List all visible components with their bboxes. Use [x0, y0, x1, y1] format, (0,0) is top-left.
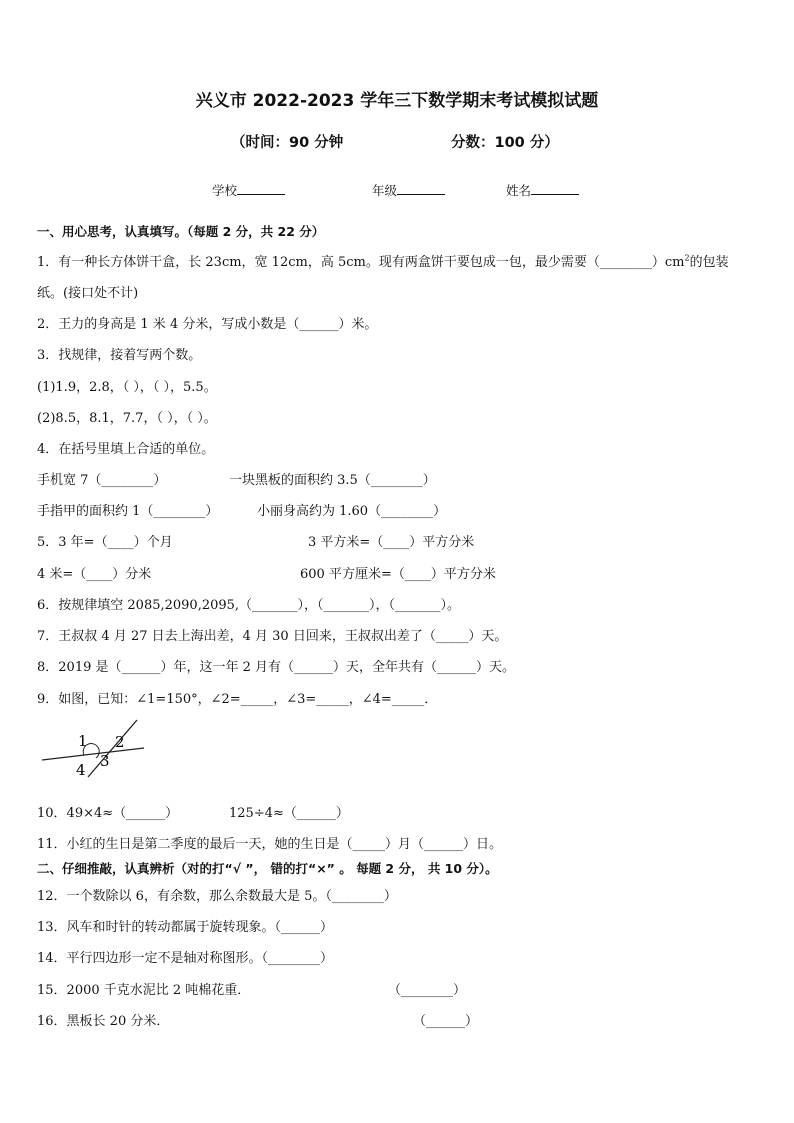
exam-time: （时间：90 分钟 — [231, 135, 344, 151]
grade-label: 年级 — [372, 183, 398, 198]
question-9: 9．如图，已知：∠1=150°，∠2=_____，∠3=_____，∠4=_____． — [37, 692, 438, 707]
question-5a: 5．3 年=（____）个月 — [37, 535, 173, 550]
question-14: 14．平行四边形一定不是轴对称图形。（________） — [37, 951, 334, 966]
name-blank — [531, 182, 579, 195]
angle-label-1: 1 — [78, 732, 88, 750]
exam-score: 分数：100 分） — [451, 135, 559, 151]
question-4d: 小丽身高约为 1.60（________） — [257, 504, 447, 519]
question-3: 3．找规律，接着写两个数。 — [37, 348, 202, 363]
grade-blank — [397, 182, 445, 195]
name-label: 姓名 — [506, 183, 532, 198]
question-5d: 600 平方厘米=（____）平方分米 — [300, 567, 496, 582]
question-12: 12．一个数除以 6，有余数，那么余数最大是 5。（________） — [37, 889, 397, 904]
question-2: 2．王力的身高是 1 米 4 分米，写成小数是（______）米。 — [37, 317, 378, 332]
question-15-blank: （________） — [388, 983, 467, 998]
grade-field — [372, 181, 445, 199]
q1-tail: 的包装 — [689, 255, 729, 270]
question-16: 16．黑板长 20 分米． — [37, 1014, 170, 1029]
question-4c: 手指甲的面积约 1（________） — [37, 504, 219, 519]
question-11: 11．小红的生日是第二季度的最后一天，她的生日是（_____）月（______）日。 — [37, 837, 503, 852]
angle-label-3: 3 — [100, 752, 110, 770]
question-5c: 4 米=（____）分米 — [37, 567, 152, 582]
question-4: 4．在括号里填上合适的单位。 — [37, 442, 215, 457]
question-1-line2: 纸。(接口处不计) — [37, 286, 139, 301]
question-10a: 10．49×4≈（______） — [37, 806, 179, 821]
exam-title: 兴义市 2022-2023 学年三下数学期末考试模拟试题 — [195, 91, 599, 111]
q1-text: 1．有一种长方体饼干盒，长 23cm，宽 12cm，高 5cm。现有两盒饼干要包成一包，最少需要（________）cm — [37, 255, 685, 270]
question-15: 15．2000 千克水泥比 2 吨棉花重． — [37, 983, 251, 998]
question-4b: 一块黑板的面积约 3.5（________） — [229, 473, 436, 488]
question-8: 8．2019 是（______）年，这一年 2 月有（______）天，全年共有（______）天。 — [37, 660, 516, 675]
name-field — [506, 181, 579, 199]
question-3a: (1)1.9，2.8，（ ），（ ），5.5。 — [37, 380, 217, 395]
question-6: 6．按规律填空 2085,2090,2095,（_______），（_______），（_______）。 — [37, 598, 461, 613]
school-blank — [237, 182, 285, 195]
section2-heading: 二、仔细推敲，认真辨析（对的打“√ ”， 错的打“×” 。 每题 2 分， 共 10 分）。 — [37, 861, 498, 876]
question-4a: 手机宽 7（________） — [37, 473, 167, 488]
question-10b: 125÷4≈（______） — [229, 806, 349, 821]
angle-label-2: 2 — [115, 733, 125, 751]
question-16-blank: （______） — [413, 1014, 479, 1029]
q1-superscript: 2 — [684, 253, 690, 263]
question-1 — [37, 251, 729, 270]
question-13: 13．风车和时针的转动都属于旋转现象。（______） — [37, 920, 334, 935]
school-field — [212, 181, 285, 199]
question-5b: 3 平方米=（____）平方分米 — [308, 535, 475, 550]
question-3b: (2)8.5，8.1，7.7，（ ），（ ）。 — [37, 411, 217, 426]
angles-diagram — [38, 716, 150, 778]
question-7: 7．王叔叔 4 月 27 日去上海出差，4 月 30 日回来，王叔叔出差了（_____）天。 — [37, 629, 508, 644]
angle-label-4: 4 — [76, 761, 86, 778]
section1-heading: 一、用心思考，认真填写。（每题 2 分，共 22 分） — [37, 224, 325, 239]
horizontal-line — [42, 748, 144, 760]
slanted-line — [88, 720, 137, 777]
school-label: 学校 — [212, 183, 238, 198]
